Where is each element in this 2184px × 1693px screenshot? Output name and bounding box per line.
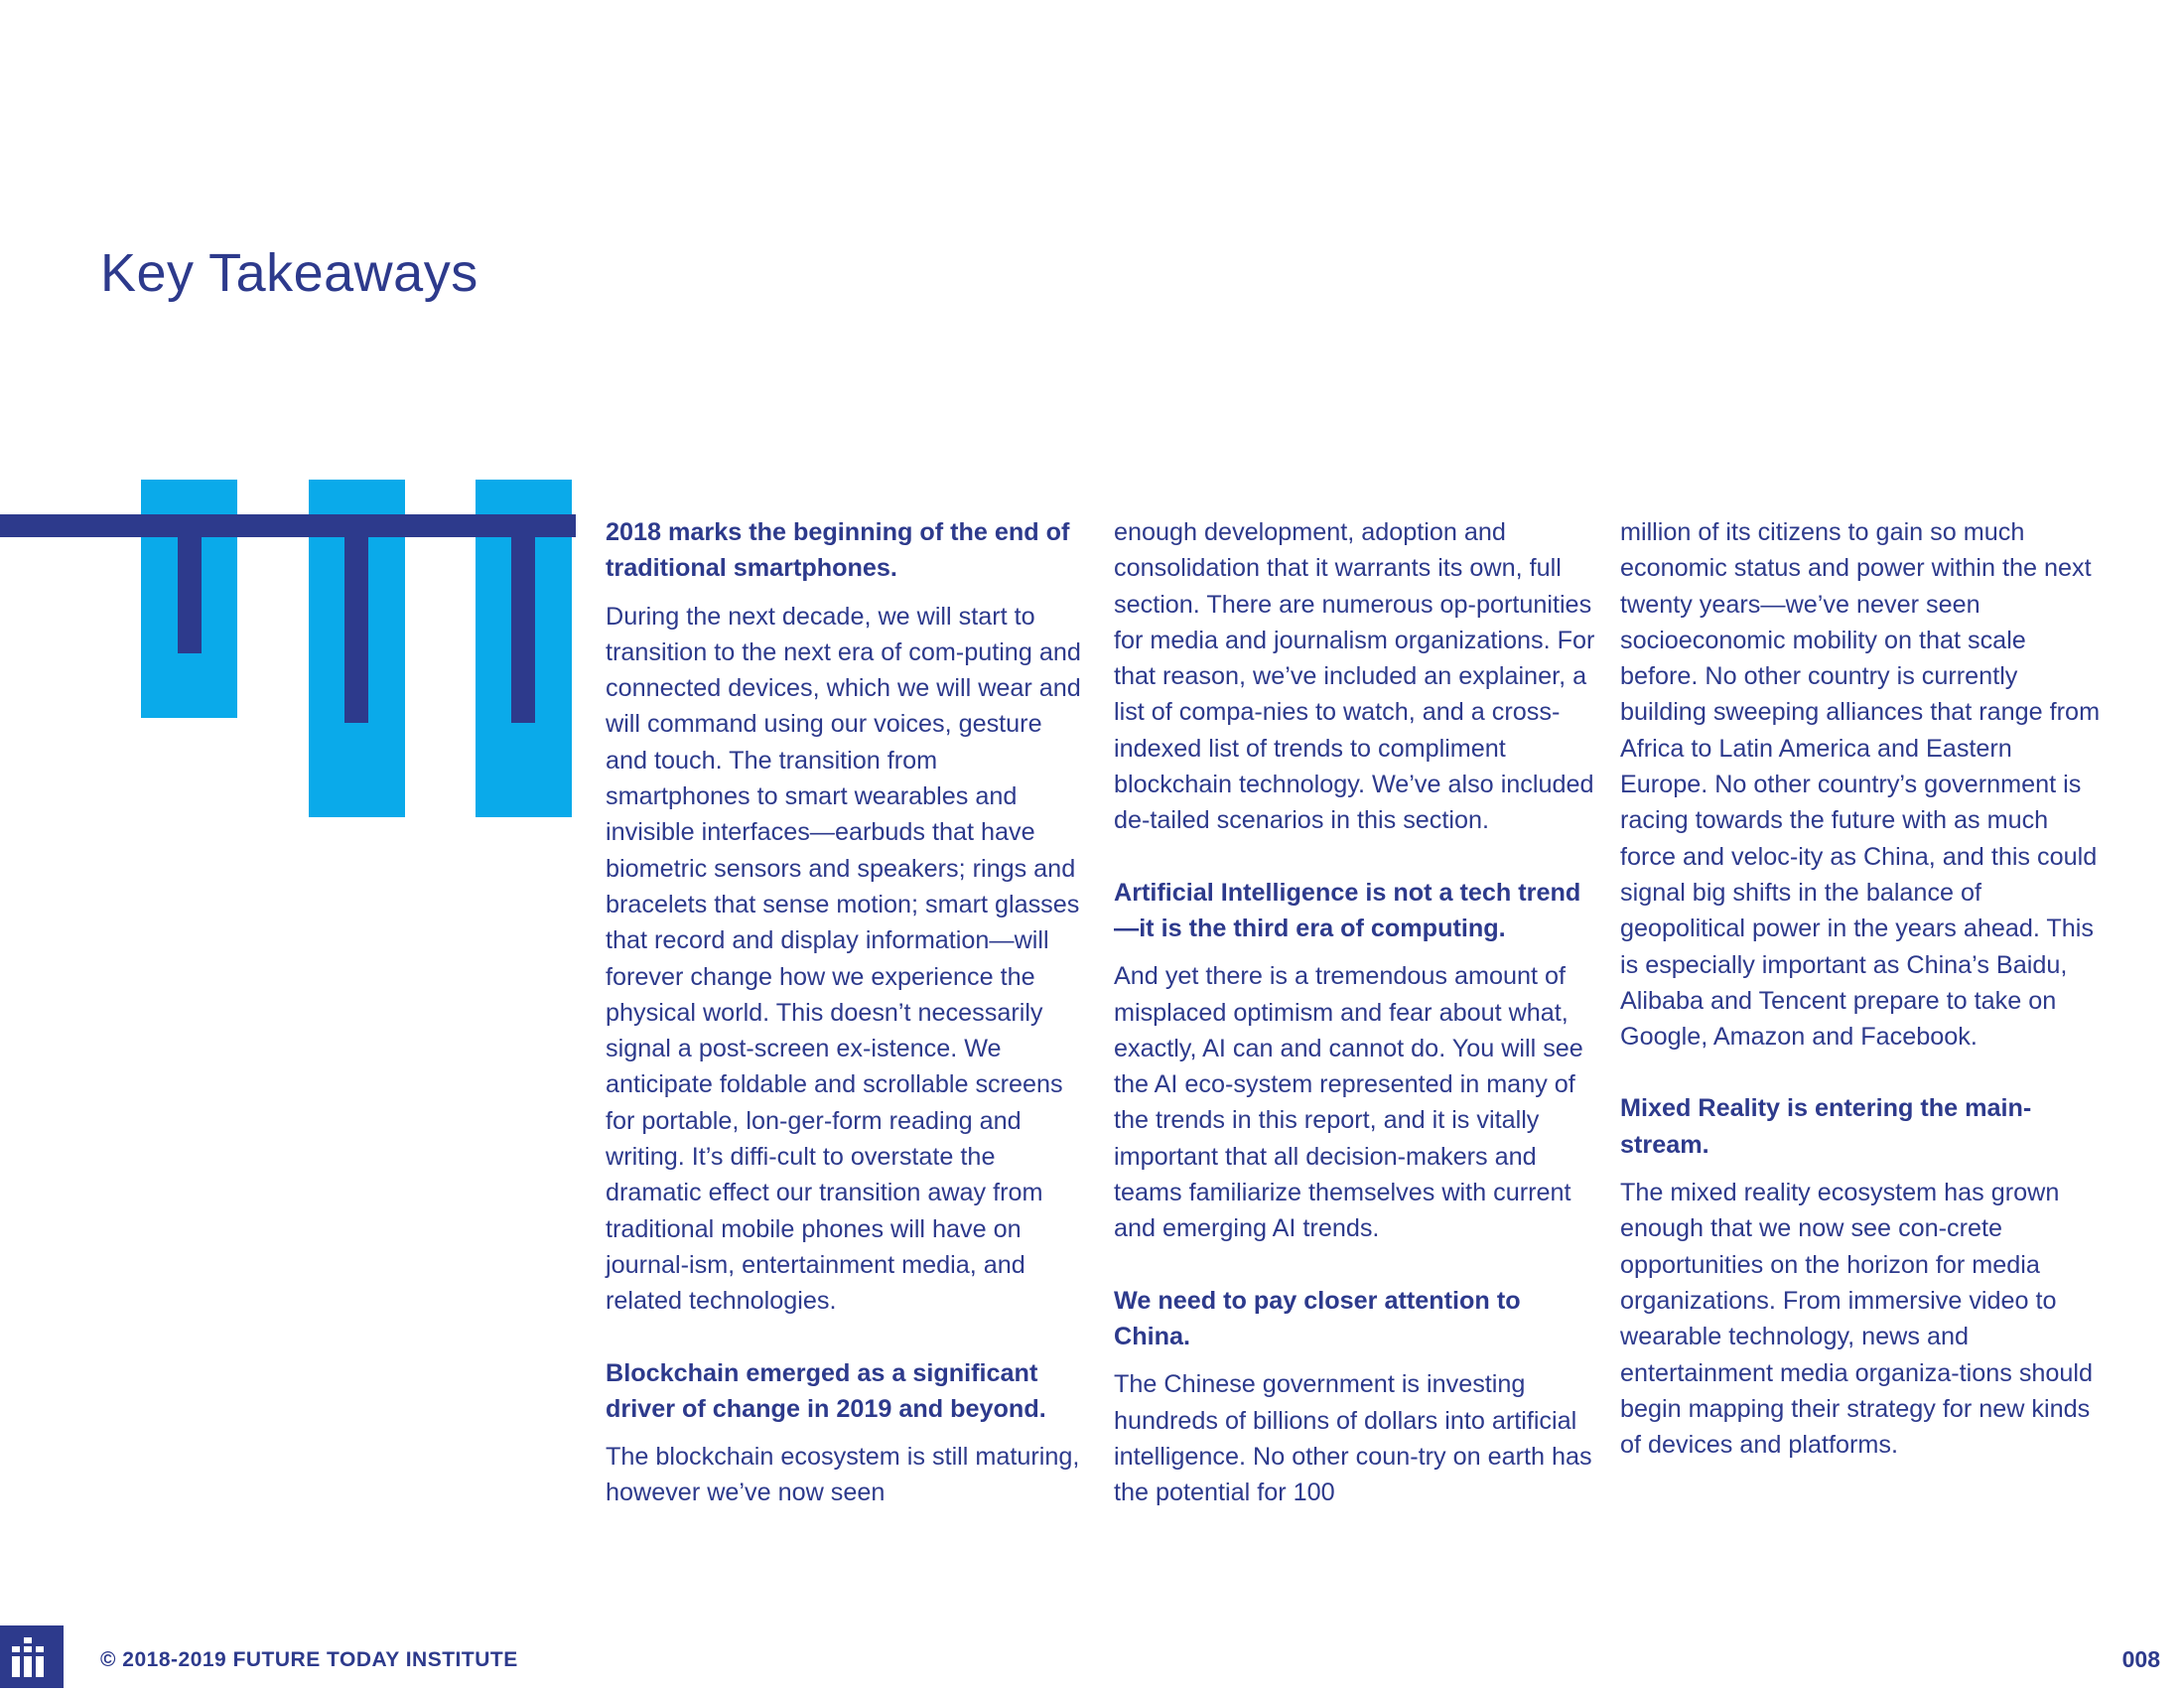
- paragraph-china-cont: million of its citizens to gain so much economic status and power within the next twenty years—we’ve never seen socioeconomic mobility on that scale before. No other country is currently building sweeping alliances that range from Africa to Latin America and Eastern Europe. No other country’s government is racing towards the future with as much force and veloc-ity as China, and this could signal big shifts in the balance of geopolitical power in the years ahead. This is especially important as China’s Baidu, Alibaba and Tencent prepare to take on Google, Amazon and Facebook.: [1620, 518, 2101, 1052]
- text-column-3: [1620, 514, 2107, 1463]
- paragraph-blockchain: The blockchain ecosystem is still maturing, however we’ve now seen: [606, 1443, 1080, 1507]
- paragraph-china: The Chinese government is investing hundreds of billions of dollars into artificial intelligence. No other coun-try on earth has the potential for 100: [1114, 1370, 1592, 1507]
- paragraph-smartphones: During the next decade, we will start to transition to the next era of com-puting and connected devices, which we will wear and will command using our voices, gesture and touch. The transition from smartphones to smart wearables and invisible interfaces—earbuds that have biometric sensors and speakers; rings and bracelets that sense motion; smart glasses that record and display information—will forever change how we experience the physical world. This doesn’t necessarily signal a post-screen ex-istence. We anticipate foldable and scrollable screens for portable, lon-ger-form reading and writing. It’s diffi-cult to overstate the dramatic effect our transition away from traditional mobile phones will have on journal-ism, entertainment media, and related technologies.: [606, 602, 1081, 1316]
- paragraph-mixed-reality: The mixed reality ecosystem has grown enough that we now see con-crete opportunities on the horizon for media organizations. From immersive video to wearable technology, news and entertainment media organiza-tions should begin mapping their strategy for new kinds of devices and platforms.: [1620, 1179, 2094, 1460]
- decorative-bars-graphic: [0, 480, 576, 827]
- section-heading-ai: Artificial Intelligence is not a tech trend—it is the third era of computing.: [1114, 878, 1581, 942]
- paragraph-blockchain-cont: enough development, adoption and consolidation that it warrants its own, full section. There are numerous op-portunities for media and journalism organizations. For that reason, we’ve included an explainer, a list of compa-nies to watch, and a cross-indexed list of trends to compliment blockchain technology. We’ve also included de-tailed scenarios in this section.: [1114, 518, 1595, 835]
- page-number: 008: [2121, 1646, 2160, 1672]
- fti-logo-icon: [0, 1625, 64, 1688]
- text-column-1: [606, 514, 1082, 1511]
- section-heading-mixed-reality: Mixed Reality is entering the main-stream.: [1620, 1094, 2032, 1159]
- footer-copyright: © 2018-2019 FUTURE TODAY INSTITUTE: [100, 1648, 518, 1671]
- text-column-2: [1114, 514, 1600, 1510]
- page-title: Key Takeaways: [100, 243, 478, 303]
- section-heading-smartphones: 2018 marks the beginning of the end of traditional smartphones.: [606, 518, 1070, 583]
- section-heading-blockchain: Blockchain emerged as a significant driver of change in 2019 and beyond.: [606, 1358, 1046, 1423]
- section-heading-china: We need to pay closer attention to China.: [1114, 1286, 1521, 1350]
- paragraph-ai: And yet there is a tremendous amount of misplaced optimism and fear about what, exactly, AI can and cannot do. You will see the AI eco-system represented in many of the trends in this report, and it is vitally important that all decision-makers and teams familiarize themselves with current and emerging AI trends.: [1114, 962, 1583, 1243]
